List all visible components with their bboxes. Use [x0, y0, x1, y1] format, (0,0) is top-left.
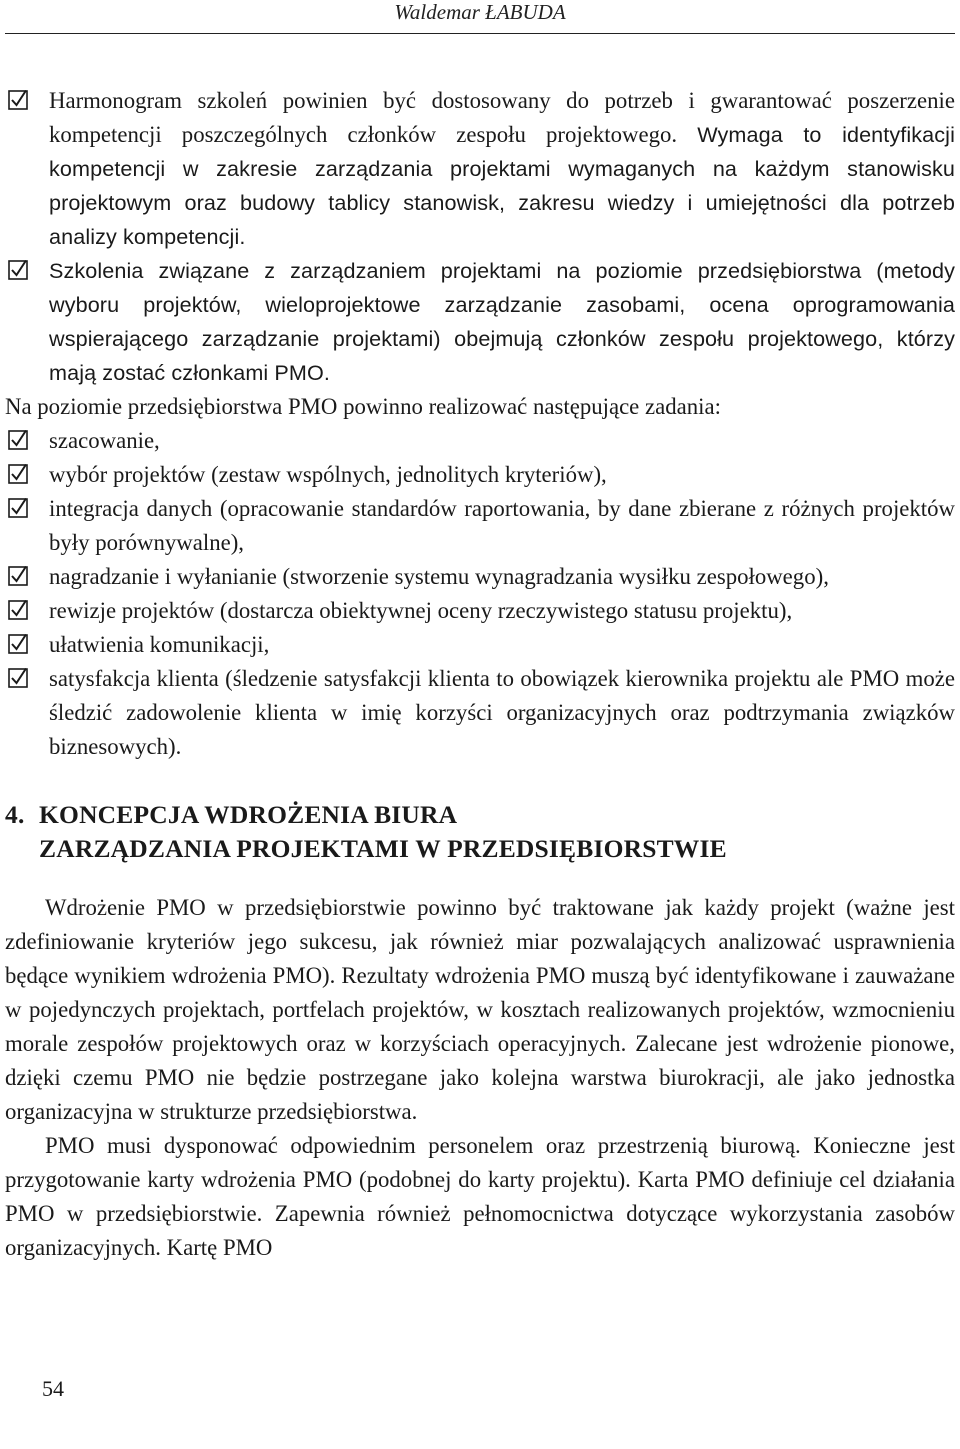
checkbox-checked-icon: [8, 600, 28, 620]
list-item-text: wybór projektów (zestaw wspólnych, jednolitych kryteriów),: [49, 462, 607, 487]
list-item: [5, 492, 955, 560]
checkbox-checked-icon: [8, 668, 28, 688]
checkbox-checked-icon: [8, 260, 28, 280]
list-item-text: ułatwienia komunikacji,: [49, 632, 270, 657]
checkbox-checked-icon: [8, 634, 28, 654]
section-title: KONCEPCJA WDROŻENIA BIURA ZARZĄDZANIA PROJEKTAMI W PRZEDSIĘBIORSTWIE: [39, 800, 727, 863]
section-heading: [5, 798, 955, 866]
checkbox-checked-icon: [8, 430, 28, 450]
list-item: [5, 560, 955, 594]
list-item-text: szacowanie,: [49, 428, 160, 453]
list-item-text: nagradzanie i wyłanianie (stworzenie systemu wynagradzania wysiłku zespołowego),: [49, 564, 829, 589]
header-rule: [5, 33, 955, 34]
list-item: [5, 458, 955, 492]
list-item-text: Szkolenia związane z zarządzaniem projektami na poziomie przedsiębiorstwa (metody wyboru projektów, wieloprojektowe zarządzanie zasobami, ocena oprogramowania wspierającego zarządzanie projektami) obejmują członków zespołu projektowego, którzy mają zostać członkami PMO.: [49, 258, 955, 385]
list-item: [5, 424, 955, 458]
list-item: [5, 594, 955, 628]
checkbox-checked-icon: [8, 90, 28, 110]
section-number: 4.: [5, 800, 25, 829]
page-number: 54: [42, 1376, 64, 1401]
list-item: [5, 628, 955, 662]
checkbox-checked-icon: [8, 498, 28, 518]
checkbox-checked-icon: [8, 566, 28, 586]
list-item-text: Harmonogram szkoleń powinien być dostosowany do potrzeb i gwarantować poszerzenie kompetencji poszczególnych członków zespołu projektowego. Wymaga to identyfikacji kompetencji w zakresie zarządzania projektami wymaganych na każdym stanowisku projektowym oraz budowy tablicy stanowisk, zakresu wiedzy i umiejętności dla potrzeb analizy kompetencji.: [49, 88, 955, 249]
list-item-text: integracja danych (opracowanie standardów raportowania, by dane zbierane z różnych projektów były porównywalne),: [49, 496, 955, 555]
running-head: Waldemar ŁABUDA: [394, 0, 566, 24]
spacer: [5, 866, 955, 891]
body-paragraph: Wdrożenie PMO w przedsiębiorstwie powinno być traktowane jak każdy projekt (ważne jest zdefiniowanie kryteriów jego sukcesu, jak również miar pozwalających analizować usprawnienia będące wynikiem wdrożenia PMO). Rezultaty wdrożenia PMO muszą być identyfikowane i zauważane w pojedynczych projektach, portfelach projektów, w kosztach realizowanych projektów, wzmocnieniu morale zespołów projektowych oraz w korzyściach operacyjnych. Zalecane jest wdrożenie pionowe, dzięki czemu PMO nie będzie postrzegane jako kolejna warstwa biurokracji, ale jako jednostka organizacyjna w strukturze przedsiębiorstwa.: [5, 895, 955, 1124]
list-item: [5, 84, 955, 254]
checkbox-checked-icon: [8, 464, 28, 484]
list-item: [5, 254, 955, 390]
list-item-text: rewizje projektów (dostarcza obiektywnej oceny rzeczywistego statusu projektu),: [49, 598, 793, 623]
list-item: [5, 662, 955, 764]
body-paragraph: PMO musi dysponować odpowiednim personelem oraz przestrzenią biurową. Konieczne jest przygotowanie karty wdrożenia PMO (podobnej do karty projektu). Karta PMO definiuje cel działania PMO w przedsiębiorstwie. Zapewnia również pełnomocnictwa dotyczące wykorzystania zasobów organizacyjnych. Kartę PMO: [5, 1133, 955, 1260]
intro-text: Na poziomie przedsiębiorstwa PMO powinno realizować następujące zadania:: [5, 394, 721, 419]
page-body: [5, 84, 955, 1265]
list-item-text: satysfakcja klienta (śledzenie satysfakcji klienta to obowiązek kierownika projektu ale PMO może śledzić zadowolenie klienta w imię korzyści organizacyjnych oraz podtrzymania związków biznesowych).: [49, 666, 955, 759]
